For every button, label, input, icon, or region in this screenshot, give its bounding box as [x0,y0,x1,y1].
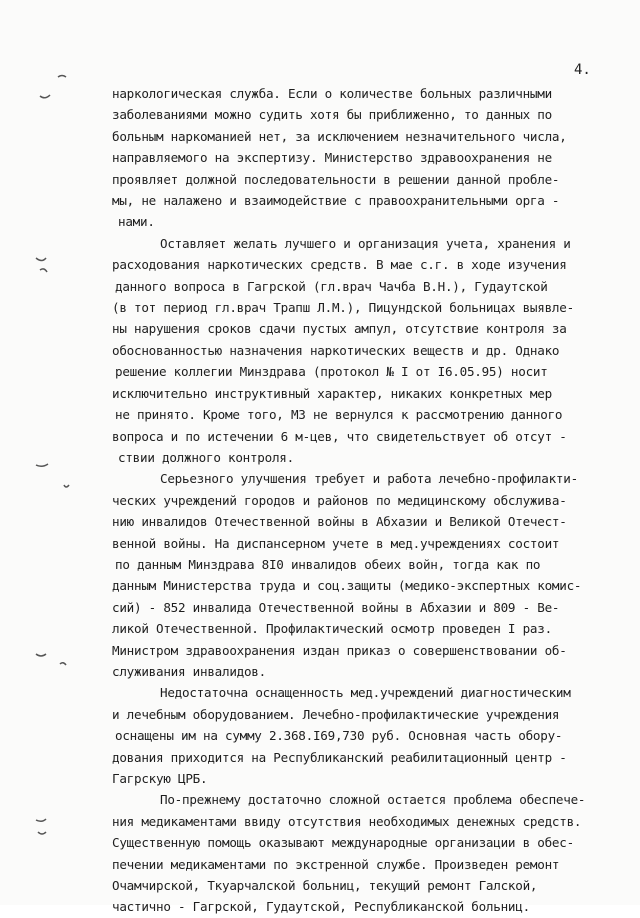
text-line: исключительно инструктивный характер, никаких конкретных мер [112,385,552,401]
text-line: сий) - 852 инвалида Отечественной войны в Абхазии и 809 - Ве- [112,599,560,615]
text-line: Существенную помощь оказывают международные организации в обес- [112,835,574,851]
text-line: проявляет должной последовательности в решении данной пробле- [112,171,560,187]
text-line: направляемого на экспертизу. Министерство здравоохранения не [112,150,552,166]
text-line: обоснованностью назначения наркотических веществ и др. Однако [112,342,560,358]
text-line: данным Министерства труда и соц.защиты (медико-экспертных комис- [112,578,582,594]
text-line: вопроса и по истечении 6 м-цев, что свидетельствует об отсут - [112,428,567,444]
text-line: нами. [118,214,155,230]
text-line: наркологическая служба. Если о количестве больных различными [112,86,552,101]
paragraph-start-line: Оставляет желать лучшего и организация учета, хранения и [160,235,571,251]
punch-mark [36,464,48,466]
text-line: Гагрскую ЦРБ. [112,771,208,786]
text-line: Очамчирской, Ткуарчалской больниц, текущий ремонт Галской, [112,878,538,894]
text-line: нию инвалидов Отечественной войны в Абхазии и Великой Отечест- [112,514,567,530]
text-line: ния медикаментами ввиду отсутствия необходимых денежных средств. [112,813,582,829]
punch-mark [64,485,69,487]
text-line: дования приходится на Республиканский реабилитационный центр - [112,749,567,765]
paragraph-start-line: По-прежнему достаточно сложной остается проблема обеспече- [160,792,586,808]
text-line: ческих учреждений городов и районов по медицинскому обслужива- [112,492,567,508]
paragraph-start-line: Серьезного улучшения требует и работа лечебно-профилакти- [160,471,578,487]
text-line: ствии должного контроля. [118,449,294,465]
text-line: расходования наркотических средств. В мае с.г. в ходе изучения [112,257,567,273]
text-line: больным наркоманией нет, за исключением незначительного числа, [112,128,567,144]
punch-mark [40,95,50,98]
punch-mark [60,663,66,665]
text-line: ликой Отечественной. Профилактический осмотр проведен I раз. [112,621,552,637]
text-line: по данным Минздрава 8I0 инвалидов обеих войн, тогда как по [115,556,541,572]
punch-mark [40,269,47,272]
punch-mark [36,258,46,261]
binding-punch-marks [0,0,80,905]
text-line: данного вопроса в Гагрской (гл.врач Чачба В.Н.), Гудаутской [115,278,548,294]
text-line: служивания инвалидов. [112,663,266,679]
page-number: 4. [574,62,591,78]
text-line: Министром здравоохранения издан приказ о совершенствовании об- [112,642,567,658]
punch-mark [58,76,66,78]
text-line: оснащены им на сумму 2.368.I69,730 руб. Основная часть обору- [115,728,563,744]
text-line: печении медикаментами по экстренной службе. Произведен ремонт [112,856,560,872]
punch-mark [36,819,46,821]
text-line: (в тот период гл.врач Трапш Л.М.), Пицундской больницах выявле- [112,300,574,316]
text-line: венной войны. На диспансерном учете в мед.учреждениях состоит [112,535,560,551]
paragraph-start-line: Недостаточна оснащенность мед.учреждений диагностическим [160,685,571,701]
text-line: и лечебным оборудованием. Лечебно-профилактические учреждения [112,706,560,722]
text-line: заболеваниями можно судить хотя бы приближенно, то данных по [112,107,552,123]
text-line: частично - Гагрской, Гудаутской, Республиканской больниц. [112,899,530,915]
text-line: не принято. Кроме того, МЗ не вернулся к рассмотрению данного [115,407,563,423]
punch-mark [36,654,46,656]
text-line: решение коллегии Минздрава (протокол № I от I6.05.95) носит [115,364,548,380]
text-line: ны нарушения сроков сдачи пустых ампул, отсутствие контроля за [112,321,567,337]
punch-mark [38,832,46,834]
text-line: мы, не налажено и взаимодействие с правоохранительными орга - [112,193,560,209]
body-text [112,83,612,918]
